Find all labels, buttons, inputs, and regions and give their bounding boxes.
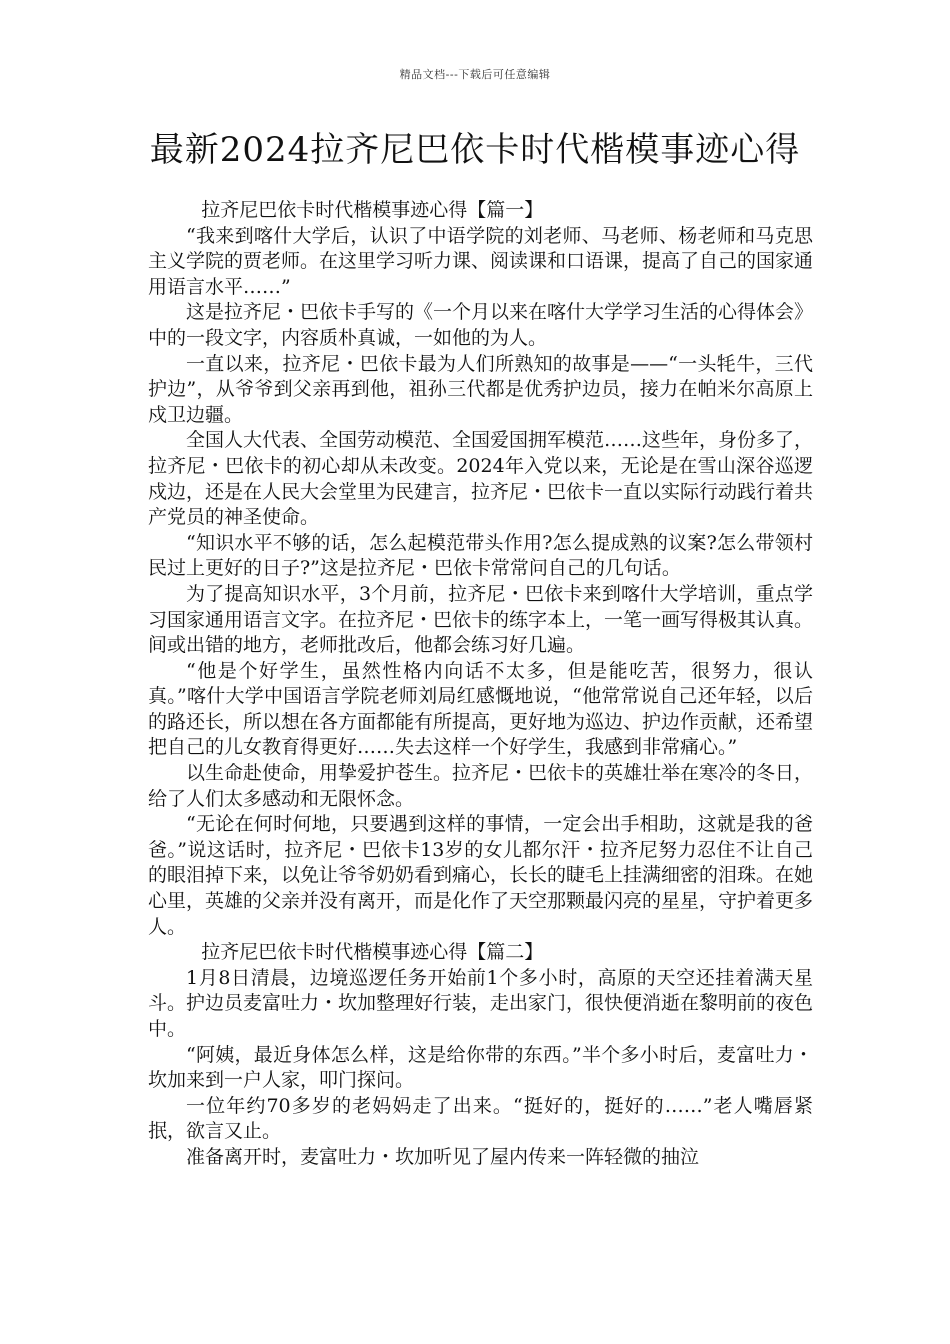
paragraph: “无论在何时何地，只要遇到这样的事情，一定会出手相助，这就是我的爸爸。”说这话时，拉齐尼・巴依卡13岁的女儿都尔汗・拉齐尼努力忍住不让自己的眼泪掉下来，以免让爷爷奶奶看到痛心，长长的睫毛上挂满细密的泪珠。在她心里，英雄的父亲并没有离开，而是化作了天空那颗最闪亮的星星，守护着更多人。 xyxy=(148,813,814,938)
paragraph: “我来到喀什大学后，认识了中语学院的刘老师、马老师、杨老师和马克思主义学院的贾老师。在这里学习听力课、阅读课和口语课，提高了自己的国家通用语言水平……” xyxy=(148,224,814,298)
section-heading-2: 拉齐尼巴依卡时代楷模事迹心得【篇二】 xyxy=(201,941,544,964)
paragraph: 以生命赴使命，用挚爱护苍生。拉齐尼・巴依卡的英雄壮举在寒冷的冬日，给了人们太多感动和无限怀念。 xyxy=(148,762,814,810)
document-body xyxy=(148,198,813,1171)
document-title: 最新2024拉齐尼巴依卡时代楷模事迹心得 xyxy=(149,130,801,170)
paragraph: “阿姨，最近身体怎么样，这是给你带的东西。”半个多小时后，麦富吐力・坎加来到一户人家，叩门探问。 xyxy=(148,1043,813,1092)
paragraph: 这是拉齐尼・巴依卡手写的《一个月以来在喀什大学学习生活的心得体会》中的一段文字，内容质朴真诚，一如他的为人。 xyxy=(148,301,814,349)
paragraph: 准备离开时，麦富吐力・坎加听见了屋内传来一阵轻微的抽泣 xyxy=(186,1145,700,1168)
paragraph: 全国人大代表、全国劳动模范、全国爱国拥军模范……这些年，身份多了，拉齐尼・巴依卡的初心却从未改变。2024年入党以来，无论是在雪山深谷巡逻戍边，还是在人民大会堂里为民建言，拉齐尼・巴依卡一直以实际行动践行着共产党员的神圣使命。 xyxy=(148,429,814,529)
section-heading-1: 拉齐尼巴依卡时代楷模事迹心得【篇一】 xyxy=(201,199,544,221)
paragraph: 一位年约70多岁的老妈妈走了出来。“挺好的，挺好的……”老人嘴唇紧抿，欲言又止。 xyxy=(148,1094,813,1143)
paragraph: “知识水平不够的话，怎么起模范带头作用?怎么提成熟的议案?怎么带领村民过上更好的日子?”这是拉齐尼・巴依卡常常问自己的几句话。 xyxy=(148,531,813,580)
paragraph: “他是个好学生，虽然性格内向话不太多，但是能吃苦，很努力，很认真。”喀什大学中国语言学院老师刘局红感慨地说，“他常常说自己还年轻，以后的路还长，所以想在各方面都能有所提高，更好地为巡边、护边作贡献，还希望把自己的儿女教育得更好……失去这样一个好学生，我感到非常痛心。” xyxy=(148,659,814,759)
paragraph: 1月8日清晨，边境巡逻任务开始前1个多小时，高原的天空还挂着满天星斗。护边员麦富吐力・坎加整理好行装，走出家门，很快便消逝在黎明前的夜色中。 xyxy=(148,966,814,1040)
paragraph: 为了提高知识水平，3个月前，拉齐尼・巴依卡来到喀什大学培训，重点学习国家通用语言文字。在拉齐尼・巴依卡的练字本上，一笔一画写得极其认真。间或出错的地方，老师批改后，他都会练习好几遍。 xyxy=(148,582,814,657)
page-header: 精品文档---下载后可任意编辑 xyxy=(399,68,551,81)
paragraph: 一直以来，拉齐尼・巴依卡最为人们所熟知的故事是——“一头牦牛，三代护边”，从爷爷到父亲再到他，祖孙三代都是优秀护边员，接力在帕米尔高原上戍卫边疆。 xyxy=(148,352,813,426)
